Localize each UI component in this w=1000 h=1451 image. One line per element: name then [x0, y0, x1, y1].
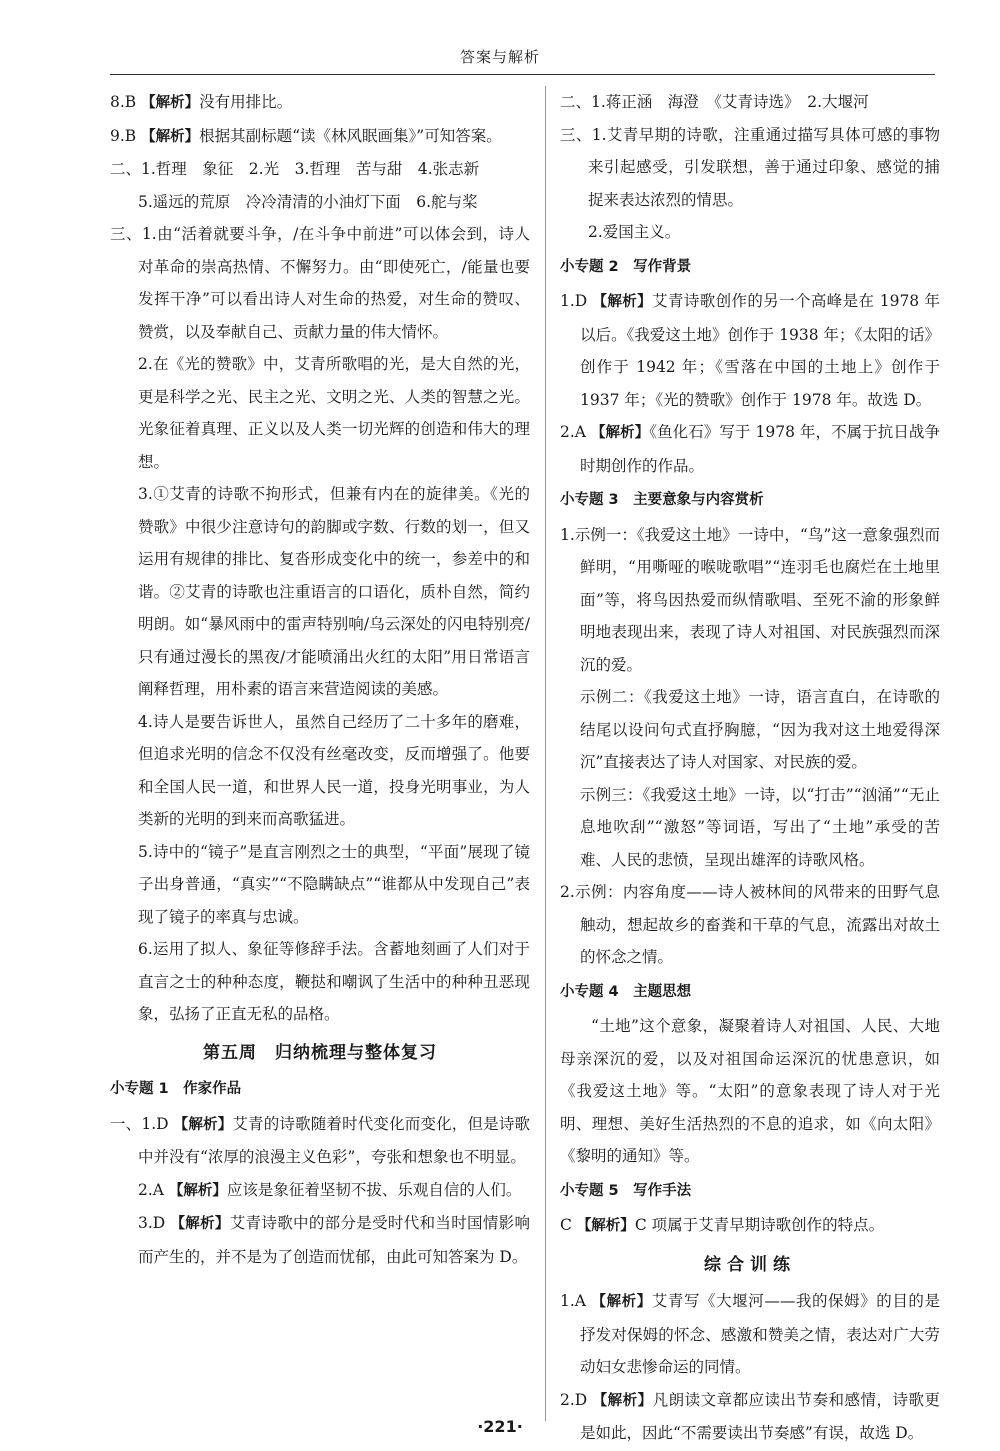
- page-number: ·221·: [477, 1417, 523, 1436]
- subtopic5-title: 小专题 5 写作手法: [560, 1182, 692, 1199]
- sub2-answer-2: 2.A 【解析】《鱼化石》写于 1978 年，不属于抗日战争时期创作的作品。: [560, 423, 940, 475]
- section3-item4: 4.诗人是要告诉世人，虽然自己经历了二十多年的磨难，但追求光明的信念不仅没有丝毫改变，反而增强了。他要和全国人民一道，和世界人民一道，投身光明事业，为人类新的光明的到来而高歌猛进。: [138, 712, 530, 828]
- sub3-example-2: 示例二：《我爱这土地》一诗，语言直白，在诗歌的结尾以设问句式直抒胸臆，“因为我对这土地爱得深沉”直接表达了诗人对国家、对民族的爱。: [580, 688, 940, 771]
- section2-line2: 5.遥远的荒原 冷冷清清的小油灯下面 6.舵与桨: [138, 192, 478, 211]
- section3-item5: 5.诗中的“镜子”是直言刚烈之士的典型，“平面”展现了镜子出身普通，“真实”“不隐瞒缺点”“谁都从中发现自己”表现了镜子的率真与忠诚。: [138, 842, 530, 926]
- right-column: [560, 86, 940, 1450]
- section3-item2: 2.在《光的赞歌》中，艾青所歌唱的光，是大自然的光，更是科学之光、民主之光、文明之光、人类的智慧之光。光象征着真理、正义以及人类一切光辉的创造和伟大的理想。: [138, 355, 530, 471]
- left-column: [110, 86, 530, 1273]
- comprehensive-title: 综合训练: [704, 1254, 796, 1275]
- sub4-text: “土地”这个意象，凝聚着诗人对祖国、人民、大地母亲深沉的爱，以及对祖国命运深沉的忧患意识，如《我爱这土地》等。“太阳”的意象表现了诗人对于光明、理想、美好生活热烈的不息的追求，如《向太阳》《黎明的通知》等。: [560, 1017, 940, 1165]
- w5-answer-1: 一、1.D 【解析】艾青的诗歌随着时代变化而变化，但是诗歌中并没有“浓厚的浪漫主义色彩”，夸张和想象也不明显。: [110, 1114, 530, 1166]
- page-header-title: 答案与解析: [459, 48, 540, 66]
- week5-title: 第五周 归纳梳理与整体复习: [203, 1042, 437, 1063]
- w5-answer-2: 2.A 【解析】应该是象征着坚韧不拔、乐观自信的人们。: [138, 1180, 522, 1199]
- sub5-answer: C 【解析】C 项属于艾青早期诗歌创作的特点。: [560, 1216, 885, 1234]
- section3-item3: 3.①艾青的诗歌不拘形式，但兼有内在的旋律美。《光的赞歌》中很少注意诗句的韵脚或字数、行数的划一，但又运用有规律的排比、复沓形成变化中的统一，参差中的和谐。②艾青的诗歌也注重语言的口语化，质朴自然，简约明朗。如“暴风雨中的雷声特别响/乌云深处的闪电特别亮/只有通过漫长的黑夜/才能喷涌出火红的太阳”用日常语言阐释哲理，用朴素的语言来营造阅读的美感。: [138, 485, 530, 698]
- section3-item1: 三、1.由“活着就要斗争，/在斗争中前进”可以体会到，诗人对革命的崇高热情、不懈努力。由“即使死亡，/能量也要发挥干净”可以看出诗人对生命的热爱，对生命的赞叹、赞赏，以及奉献自己、贡献力量的伟大情怀。: [110, 225, 530, 341]
- answer-8: 8.B 【解析】没有用排比。: [110, 93, 293, 111]
- sub3-answer-2: 2.示例：内容角度——诗人被林间的风带来的田野气息触动，想起故乡的畜粪和干草的气息，流露出对故土的怀念之情。: [560, 883, 940, 966]
- w5-answer-3: 3.D 【解析】艾青诗歌中的部分是受时代和当时国情影响而产生的，并不是为了创造而忧郁，由此可知答案为 D。: [138, 1214, 530, 1266]
- subtopic1-title: 小专题 1 作家作品: [110, 1081, 242, 1097]
- sub2-answer-1: 1.D 【解析】艾青诗歌创作的另一个高峰是在 1978 年以后。《我爱这土地》创作于 1938 年；《太阳的话》创作于 1942 年；《雪落在中国的土地上》创作于 1937 年；《光的赞歌》创作于 1978 年。故选 D。: [560, 292, 940, 409]
- section3-item6: 6.运用了拟人、象征等修辞手法。含蓄地刻画了人们对于直言之士的种种态度，鞭挞和嘲讽了生活中的种种丑恶现象，弘扬了正直无私的品格。: [138, 940, 530, 1023]
- comp-answer-2: 2.D 【解析】凡朗读文章都应读出节奏和感情，诗歌更是如此，因此“不需要读出节奏感”有误，故选 D。: [560, 1390, 940, 1442]
- header-divider: [110, 74, 935, 75]
- column-divider: [545, 86, 546, 1421]
- subtopic4-title: 小专题 4 主题思想: [560, 983, 692, 1000]
- r-section2-line: 二、1.蒋正涵 海澄 《艾青诗选》 2.大堰河: [560, 93, 869, 111]
- sub3-example-3: 示例三：《我爱这土地》一诗，以“打击”“汹涌”“无止息地吹刮”“激怒”等词语，写出了“土地”承受的苦难、人民的悲愤，呈现出雄浑的诗歌风格。: [580, 785, 940, 869]
- r-section3-item2: 2.爱国主义。: [588, 223, 681, 241]
- sub3-example-1: 1.示例一：《我爱这土地》一诗中，“鸟”这一意象强烈而鲜明，“用嘶哑的喉咙歌唱”“连羽毛也腐烂在土地里面”等，将鸟因热爱而纵情歌唱、至死不渝的形象鲜明地表现出来，表现了诗人对祖国、对民族强烈而深沉的爱。: [560, 525, 940, 674]
- r-section3-item1: 三、1.艾青早期的诗歌，注重通过描写具体可感的事物来引起感受，引发联想，善于通过印象、感觉的捕捉来表达浓烈的情思。: [560, 125, 940, 209]
- answer-9: 9.B 【解析】根据其副标题“读《林风眠画集》”可知答案。: [110, 126, 502, 145]
- comp-answer-1: 1.A 【解析】艾青写《大堰河——我的保姆》的目的是抒发对保姆的怀念、感激和赞美之情，表达对广大劳动妇女悲惨命运的同情。: [560, 1292, 941, 1376]
- subtopic3-title: 小专题 3 主要意象与内容赏析: [560, 492, 764, 508]
- subtopic2-title: 小专题 2 写作背景: [560, 258, 692, 275]
- section2-line1: 二、1.哲理 象征 2.光 3.哲理 苦与甜 4.张志新: [110, 160, 480, 178]
